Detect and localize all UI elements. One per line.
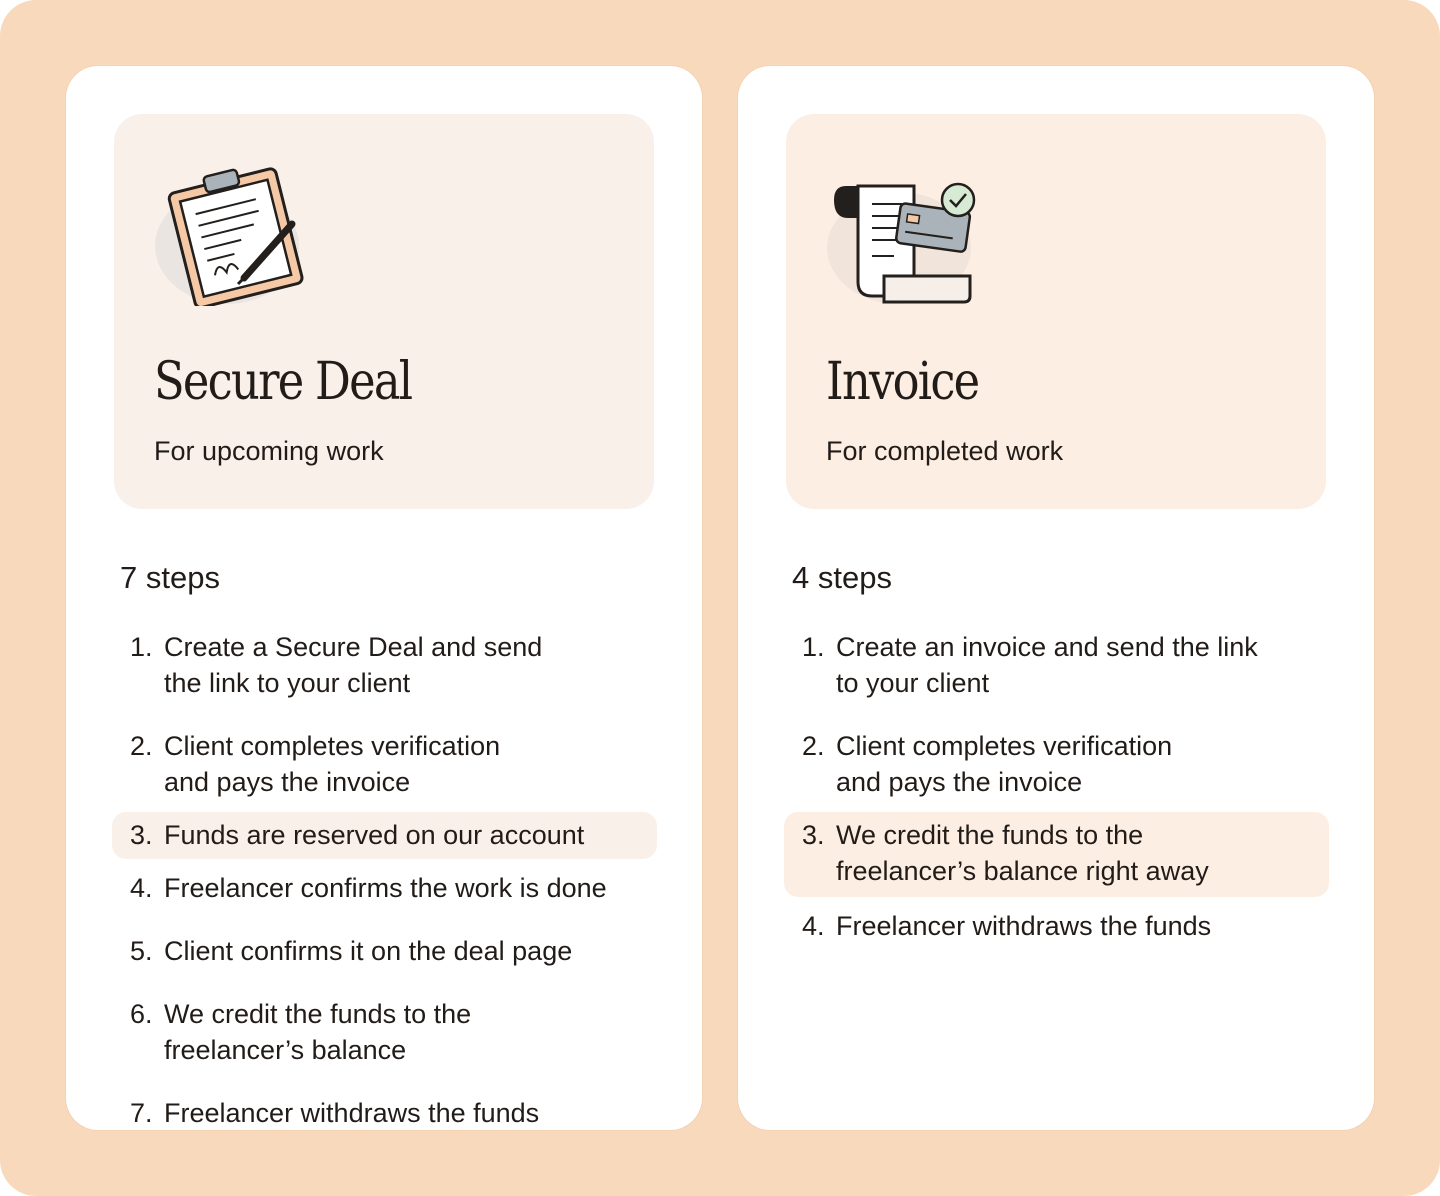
step-2 — [784, 723, 1329, 806]
step-1 — [784, 624, 1329, 707]
step-number: 2. — [130, 731, 153, 761]
step-number: 5. — [130, 936, 153, 966]
step-3-highlighted — [784, 812, 1329, 897]
step-4 — [112, 865, 657, 912]
invoice-subtitle: For completed work — [826, 436, 1064, 466]
secure-deal-hero — [114, 114, 654, 509]
invoice-title: Invoice — [826, 352, 979, 412]
step-text: Client completes verification and pays the invoice — [164, 731, 501, 797]
invoice-hero — [786, 114, 1326, 509]
secure-deal-subtitle: For upcoming work — [154, 436, 384, 466]
step-text: Freelancer withdraws the funds — [836, 911, 1212, 941]
step-text: Create a Secure Deal and send the link to your client — [164, 632, 543, 698]
step-text: We credit the funds to the freelancer’s balance — [164, 999, 472, 1065]
step-number: 1. — [130, 632, 153, 662]
step-5 — [112, 928, 657, 975]
step-text: Client confirms it on the deal page — [164, 936, 573, 966]
secure-deal-steps — [112, 624, 657, 1153]
step-number: 3. — [130, 820, 153, 850]
step-text: Client completes verification and pays the invoice — [836, 731, 1173, 797]
step-text: We credit the funds to the freelancer’s balance right away — [836, 820, 1209, 886]
clipboard-signature-icon — [152, 166, 312, 306]
step-number: 2. — [802, 731, 825, 761]
step-3-highlighted — [112, 812, 657, 859]
step-text: Funds are reserved on our account — [164, 820, 585, 850]
step-number: 3. — [802, 820, 825, 850]
step-text: Freelancer confirms the work is done — [164, 873, 607, 903]
invoice-steps-count: 4 steps — [792, 560, 892, 595]
secure-deal-title: Secure Deal — [154, 352, 412, 412]
step-2 — [112, 723, 657, 806]
step-text: Create an invoice and send the link to your client — [836, 632, 1258, 698]
invoice-steps — [784, 624, 1329, 966]
step-number: 4. — [802, 911, 825, 941]
invoice-card — [738, 66, 1374, 1130]
step-number: 4. — [130, 873, 153, 903]
secure-deal-card — [66, 66, 702, 1130]
step-1 — [112, 624, 657, 707]
secure-deal-steps-count: 7 steps — [120, 560, 220, 595]
step-number: 6. — [130, 999, 153, 1029]
step-6 — [112, 991, 657, 1074]
step-4 — [784, 903, 1329, 950]
step-number: 7. — [130, 1098, 153, 1128]
step-text: Freelancer withdraws the funds — [164, 1098, 540, 1128]
step-7 — [112, 1090, 657, 1137]
step-number: 1. — [802, 632, 825, 662]
invoice-receipt-icon — [824, 166, 984, 306]
